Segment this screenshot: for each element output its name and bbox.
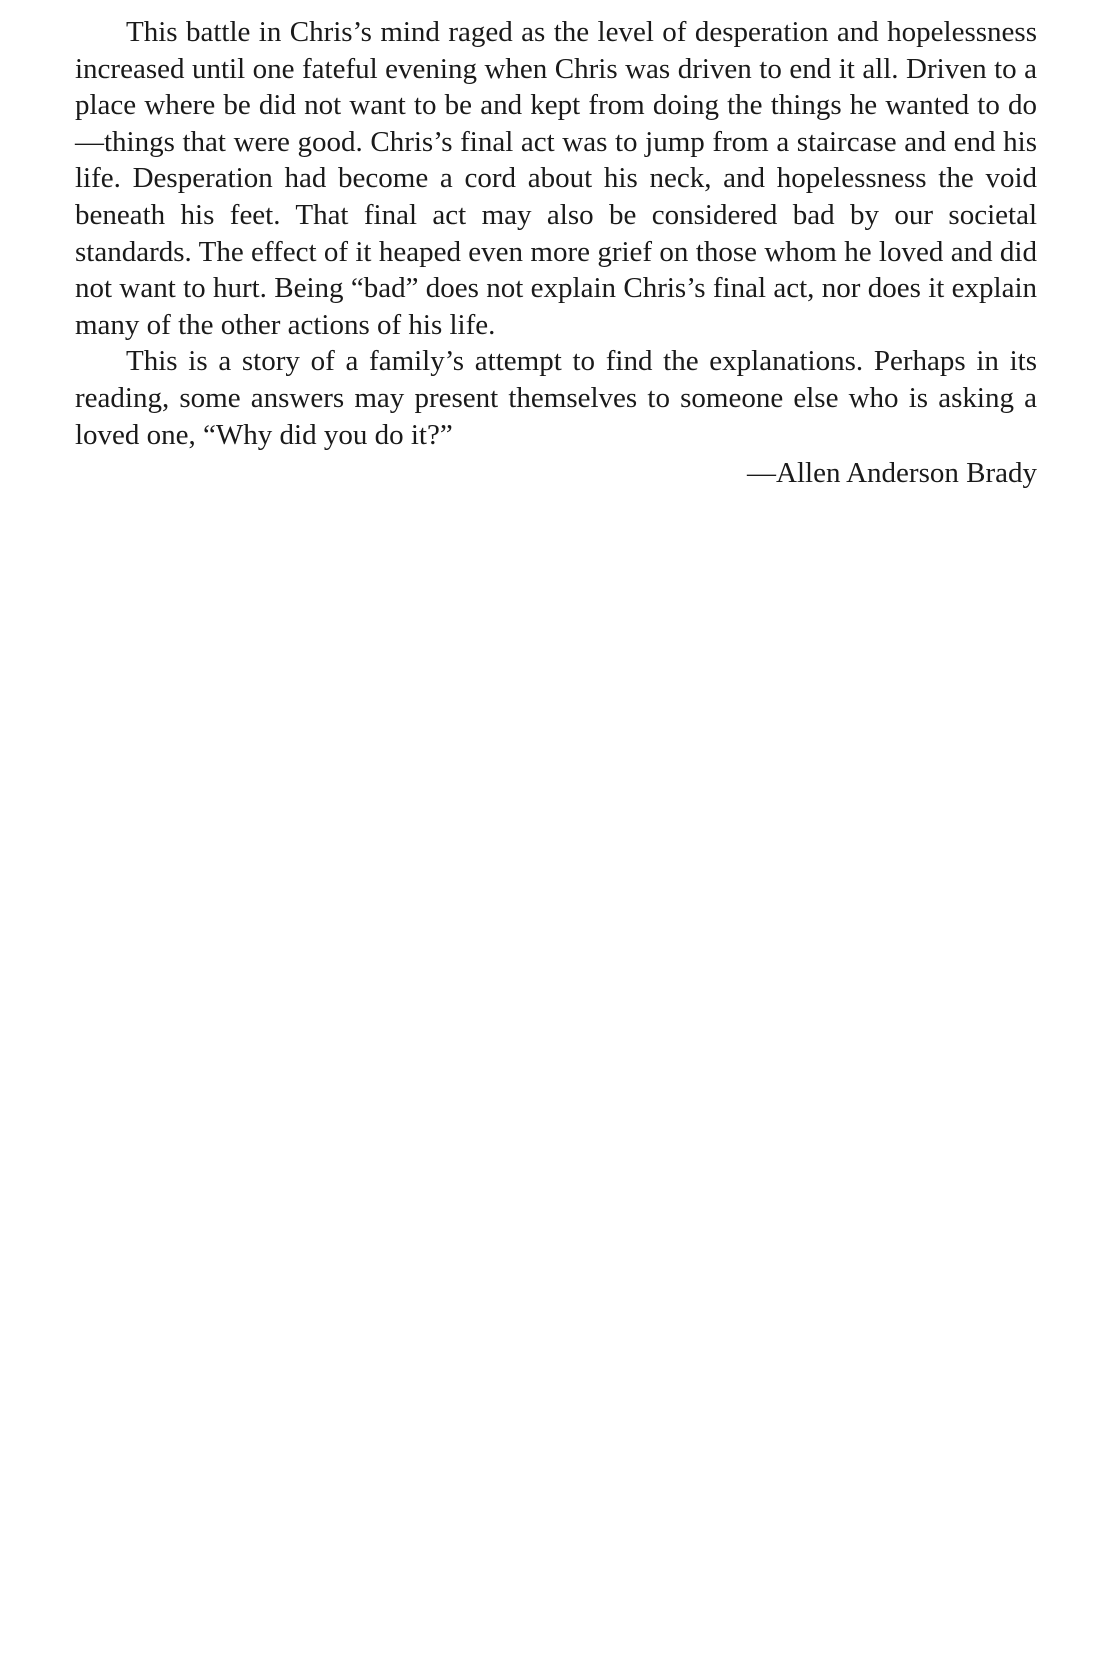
body-paragraph-2: This is a story of a family’s attempt to find the explanations. Perhaps in its reading, some answers may present themselves to someone else who is asking a loved one, “Why did you do it?” [75,345,1037,451]
author-signature: —Allen Anderson Brady [747,457,1037,490]
body-paragraph-1: This battle in Chris’s mind raged as the level of desperation and hopelessness increased until one fateful evening when Chris was driven to end it all. Driven to a place where be did not want to be and kept from doing the things he wanted to do—things that were good. Chris’s final act was to jump from a staircase and end his life. Desperation had become a cord about his neck, and hopelessness the void beneath his feet. That final act may also be considered bad by our societal standards. The effect of it heaped even more grief on those whom he loved and did not want to hurt. Being “bad” does not explain Chris’s final act, nor does it explain many of the other actions of his life. [75,16,1037,341]
page-body [75,14,1037,492]
